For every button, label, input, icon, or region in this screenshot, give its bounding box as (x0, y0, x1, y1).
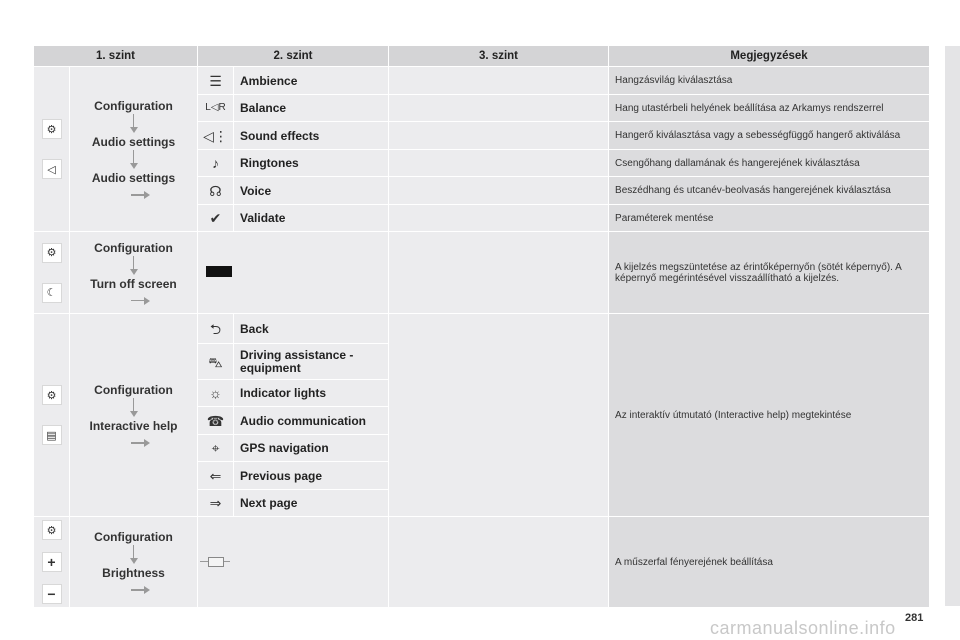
level3-cell (389, 314, 609, 517)
right-arrow-icon: ⇒ (209, 495, 222, 511)
level2-label: Validate (234, 205, 389, 232)
check-icon: ✔ (209, 210, 222, 226)
note-cell: Az interaktív útmutató (Interactive help) megtekintése (609, 314, 930, 517)
sound-effects-icon: ◁⋮ (203, 127, 228, 144)
right-arrow-icon (131, 191, 150, 199)
path-step: Configuration (94, 383, 173, 397)
equalizer-icon: ☰ (209, 72, 222, 89)
header-level2: 2. szint (198, 46, 389, 67)
minus-icon: − (42, 584, 62, 604)
header-row (34, 46, 930, 67)
right-arrow-icon (131, 297, 150, 305)
table-row (34, 517, 930, 608)
path-step: Interactive help (89, 419, 178, 433)
watermark: carmanualsonline.info (710, 618, 896, 638)
right-arrow-icon (131, 439, 150, 447)
note-cell: Hangzásvilág kiválasztása (609, 67, 930, 95)
level3-cell (389, 177, 609, 205)
level1-icons (34, 67, 70, 232)
note-cell: Hang utastérbeli helyének beállítása az Arkamys rendszerrel (609, 95, 930, 122)
path-step: Turn off screen (90, 276, 177, 291)
level3-cell (389, 95, 609, 122)
note-cell: Hangerő kiválasztása vagy a sebességfüggő hangerő aktiválása (609, 122, 930, 150)
level1-path (70, 232, 198, 314)
path-step: Configuration (94, 99, 173, 113)
path-step: Audio settings (91, 171, 176, 185)
down-arrow-icon (130, 545, 138, 565)
path-step: Configuration (94, 530, 173, 544)
black-screen-icon (206, 266, 232, 277)
voice-icon: ☊ (209, 182, 222, 199)
manual-book-icon: ▤ (42, 425, 62, 445)
table-row (34, 314, 930, 344)
page-side-strip (945, 46, 960, 606)
driving-assistance-icon: ⛍ (208, 353, 223, 370)
level2-label: Next page (234, 490, 389, 517)
gear-icon: ⚙ (42, 520, 62, 540)
level2-label: Ringtones (234, 150, 389, 177)
phone-icon: ☎ (206, 412, 225, 429)
level1-path (70, 67, 198, 232)
speaker-icon: ◁ (42, 159, 62, 179)
level1-path (70, 517, 198, 608)
level2-label: Driving assistance - equipment (234, 344, 389, 380)
note-cell: Paraméterek mentése (609, 205, 930, 232)
level2-label: Ambience (234, 67, 389, 95)
path-step: Audio settings (91, 135, 176, 149)
level3-cell (389, 67, 609, 95)
gear-icon: ⚙ (42, 385, 62, 405)
note-cell: Beszédhang és utcanév-beolvasás hangerejének kiválasztása (609, 177, 930, 205)
gear-icon: ⚙ (42, 119, 62, 139)
header-level1: 1. szint (34, 46, 198, 67)
level2-label: GPS navigation (234, 435, 389, 462)
indicator-light-icon: ☼ (209, 385, 222, 401)
gps-crosshair-icon: ⌖ (211, 440, 220, 456)
down-arrow-icon (130, 256, 138, 276)
path-step: Brightness (102, 566, 165, 580)
settings-table (33, 45, 930, 608)
level2-label: Indicator lights (234, 380, 389, 407)
level2-label: Voice (234, 177, 389, 205)
left-arrow-icon: ⇐ (209, 467, 222, 484)
level3-cell (389, 232, 609, 314)
level3-cell (389, 122, 609, 150)
level3-cell (389, 150, 609, 177)
level1-icons (34, 232, 70, 314)
level2-label: Sound effects (234, 122, 389, 150)
level2-label: Audio communication (234, 407, 389, 435)
level1-path (70, 314, 198, 517)
level2-label: Back (234, 314, 389, 344)
header-level3: 3. szint (389, 46, 609, 67)
note-cell: Csengőhang dallamának és hangerejének kiválasztása (609, 150, 930, 177)
back-arrow-icon: ⮌ (209, 320, 222, 337)
path-step: Configuration (94, 240, 173, 255)
down-arrow-icon (130, 398, 138, 418)
level2-label: Previous page (234, 462, 389, 490)
level3-cell (389, 205, 609, 232)
table-row (34, 232, 930, 314)
table-row (34, 67, 930, 95)
moon-icon: ☾ (42, 283, 62, 303)
down-arrow-icon (130, 150, 138, 170)
level2-label: Balance (234, 95, 389, 122)
down-arrow-icon (130, 114, 138, 134)
balance-icon: L◁R (205, 102, 226, 113)
level1-icons (34, 517, 70, 608)
brightness-slider-icon (200, 556, 230, 566)
page-number: 281 (905, 612, 924, 624)
note-cell: A kijelzés megszüntetése az érintőképernyőn (sötét képernyő). A képernyő megérintésével visszaállítható a kijelzés. (609, 232, 930, 314)
level1-icons (34, 314, 70, 517)
right-arrow-icon (131, 586, 150, 594)
header-notes: Megjegyzések (609, 46, 930, 67)
music-note-icon: ♪ (212, 155, 220, 171)
level3-cell (389, 517, 609, 608)
gear-icon: ⚙ (42, 243, 62, 263)
plus-icon: + (42, 552, 62, 572)
note-cell: A műszerfal fényerejének beállítása (609, 517, 930, 608)
